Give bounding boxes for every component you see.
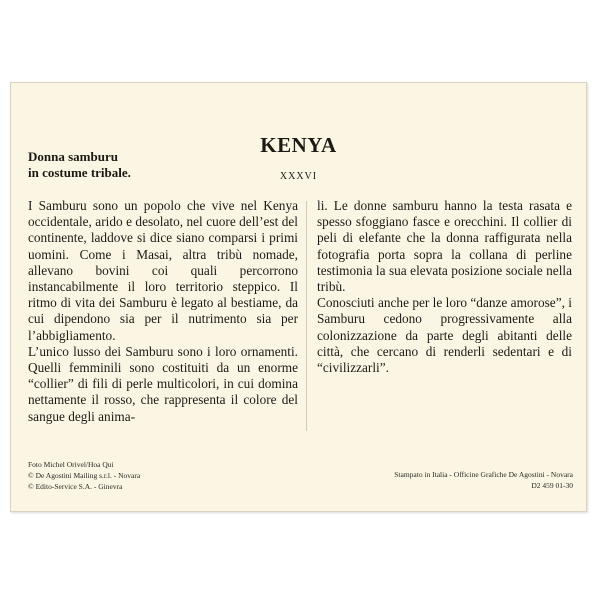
paragraph: L’unico lusso dei Samburu sono i loro ornamenti. Quelli femminili sono costituiti da un enorme “collier” di fili di perle multicolori, in cui domina nettamente il rosso, che rappresenta il colore del sangue degli anima-: [28, 343, 298, 424]
product-code: D2 459 01-30: [531, 481, 573, 490]
caption-line-1: Donna samburu: [28, 149, 118, 164]
printer-line: Stampato in Italia - Officine Grafiche De Agostini - Novara: [394, 470, 573, 479]
text-column-right: [317, 198, 572, 376]
paragraph: Conosciuti anche per le loro “danze amorose”, i Samburu cedono progressivamente alla colonizzazione da parte degli abitanti delle città, che cercano di renderli sedentari e di “civilizzarli”.: [317, 295, 572, 376]
column-divider: [306, 201, 307, 431]
credit-line: Foto Michel Orivel/Hoa Qui: [28, 460, 114, 469]
credit-line: © De Agostini Mailing s.r.l. - Novara: [28, 471, 141, 480]
credit-line: © Edito-Service S.A. - Ginevra: [28, 482, 123, 491]
paragraph: li. Le donne samburu hanno la testa rasata e spesso sfoggiano fasce e orecchini. Il collier di peli di elefante che la donna raffigurata nella fotografia porta sopra la collana di perline testimonia la sua elevata posizione sociale nella tribù.: [317, 198, 572, 295]
postcard-back: [10, 82, 587, 512]
page-title: KENYA: [260, 133, 337, 157]
text-column-left: [28, 198, 298, 425]
photo-credits: [28, 459, 140, 492]
paragraph: I Samburu sono un popolo che vive nel Kenya occidentale, arido e desolato, nel cuore dell’est del continente, laddove si dice siano comparsi i primi uomini. Come i Masai, altra tribù nomade, allevano bovini coi quali percorrono instancabilmente il loro territorio steppico. Il ritmo di vita dei Samburu è legato al bestiame, da cui dipendono sia per il nutrimento sia per l’abbigliamento.: [28, 198, 298, 343]
caption-line-2: in costume tribale.: [28, 165, 131, 180]
card-number: XXXVI: [279, 171, 318, 182]
photo-caption: [28, 149, 131, 181]
print-info: [394, 469, 573, 491]
